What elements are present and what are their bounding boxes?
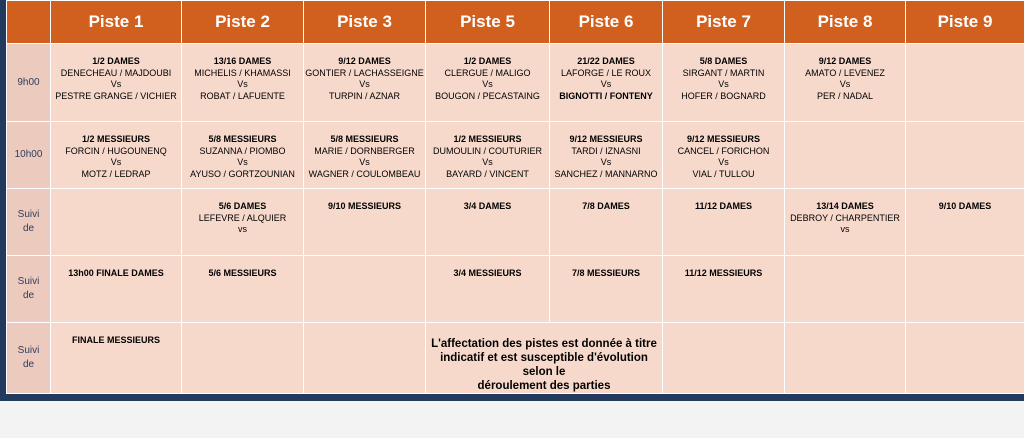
match-vs: Vs bbox=[237, 79, 248, 89]
note-line1: L'affectation des pistes est donnée à titre bbox=[431, 338, 657, 350]
match-cell bbox=[51, 323, 182, 394]
match-cell bbox=[663, 256, 785, 323]
match-team2: VIAL / TULLOU bbox=[692, 168, 755, 179]
match-team2: WAGNER / COULOMBEAU bbox=[308, 168, 421, 179]
match-cell bbox=[182, 44, 304, 122]
match-team1: GONTIER / LACHASSEIGNE bbox=[305, 67, 424, 78]
row-suivi-1 bbox=[7, 189, 1024, 256]
match-title: 21/22 DAMES bbox=[577, 56, 635, 66]
match-team2: PESTRE GRANGE / VICHIER bbox=[55, 90, 177, 101]
match-cell bbox=[304, 44, 426, 122]
match-cell bbox=[785, 189, 906, 256]
match-vs: Vs bbox=[839, 79, 851, 89]
match-cell bbox=[182, 122, 304, 189]
match-vs: vs bbox=[238, 224, 247, 234]
match-title: 7/8 DAMES bbox=[582, 201, 630, 211]
match-title: 9/10 DAMES bbox=[938, 201, 992, 211]
match-title: 5/8 MESSIEURS bbox=[330, 134, 399, 144]
match-team2: BOUGON / PECASTAING bbox=[435, 90, 540, 101]
match-title: 13/14 DAMES bbox=[816, 201, 874, 211]
empty-cell bbox=[906, 323, 1024, 394]
match-title: 5/8 MESSIEURS bbox=[208, 134, 277, 144]
match-cell bbox=[426, 189, 550, 256]
match-vs: Vs bbox=[718, 79, 729, 89]
match-vs: Vs bbox=[718, 157, 729, 167]
match-title: 11/12 MESSIEURS bbox=[684, 268, 763, 278]
match-team2: ROBAT / LAFUENTE bbox=[200, 90, 285, 101]
followup-label-line1: Suivi bbox=[17, 345, 40, 356]
header-piste-2: Piste 2 bbox=[182, 1, 304, 44]
match-team2: PER / NADAL bbox=[816, 90, 874, 101]
match-cell bbox=[663, 122, 785, 189]
match-cell bbox=[51, 256, 182, 323]
empty-cell bbox=[663, 323, 785, 394]
match-team2: HOFER / BOGNARD bbox=[681, 90, 766, 101]
match-title: 11/12 DAMES bbox=[694, 201, 753, 211]
match-title: 3/4 MESSIEURS bbox=[453, 268, 522, 278]
match-title: 1/2 DAMES bbox=[463, 56, 512, 66]
match-title: 1/2 MESSIEURS bbox=[453, 134, 522, 144]
match-title: 9/10 MESSIEURS bbox=[327, 201, 402, 211]
match-team1: MARIE / DORNBERGER bbox=[314, 145, 415, 156]
match-cell bbox=[304, 122, 426, 189]
match-team1: DUMOULIN / COUTURIER bbox=[432, 145, 542, 156]
match-vs: Vs bbox=[359, 79, 370, 89]
note-line2: indicatif et est susceptible d'évolution selon le bbox=[440, 352, 648, 378]
match-title: 9/12 DAMES bbox=[338, 56, 391, 66]
match-team1: CANCEL / FORICHON bbox=[677, 145, 770, 156]
match-title: 1/2 DAMES bbox=[92, 56, 140, 66]
match-team1: LEFEVRE / ALQUIER bbox=[198, 212, 287, 223]
note-line3: déroulement des parties bbox=[477, 380, 611, 392]
header-piste-3: Piste 3 bbox=[304, 1, 426, 44]
match-team1: CLERGUE / MALIGO bbox=[444, 67, 531, 78]
match-cell bbox=[550, 122, 663, 189]
match-title: 9/12 MESSIEURS bbox=[569, 134, 643, 144]
match-vs: Vs bbox=[237, 157, 248, 167]
header-corner bbox=[7, 1, 51, 44]
header-piste-9: Piste 9 bbox=[906, 1, 1024, 44]
followup-label-line2: de bbox=[22, 359, 35, 370]
match-team1: DENECHEAU / MAJDOUBI bbox=[60, 67, 172, 78]
match-team1: AMATO / LEVENEZ bbox=[805, 67, 885, 78]
match-title: 5/8 DAMES bbox=[699, 56, 748, 66]
match-cell bbox=[182, 256, 304, 323]
match-cell bbox=[906, 189, 1024, 256]
followup-label bbox=[7, 323, 51, 394]
match-team2: BIGNOTTI / FONTENY bbox=[559, 90, 653, 101]
row-suivi-3 bbox=[7, 323, 1024, 394]
match-cell bbox=[663, 189, 785, 256]
followup-label bbox=[7, 189, 51, 256]
match-title: 9/12 DAMES bbox=[818, 56, 872, 66]
match-cell bbox=[304, 189, 426, 256]
match-vs: Vs bbox=[600, 157, 612, 167]
match-cell bbox=[182, 189, 304, 256]
followup-label-line2: de bbox=[22, 223, 35, 234]
followup-label-line1: Suivi bbox=[17, 209, 40, 220]
time-label: 10h00 bbox=[7, 122, 51, 189]
header-piste-7: Piste 7 bbox=[663, 1, 785, 44]
empty-cell bbox=[906, 44, 1024, 122]
match-team1: MICHELIS / KHAMASSI bbox=[194, 67, 291, 78]
match-cell bbox=[51, 122, 182, 189]
match-cell bbox=[426, 256, 550, 323]
match-vs: Vs bbox=[600, 79, 612, 89]
match-cell bbox=[785, 44, 906, 122]
match-title: 1/2 MESSIEURS bbox=[81, 134, 151, 144]
empty-cell bbox=[304, 323, 426, 394]
match-title: FINALE MESSIEURS bbox=[71, 335, 160, 345]
row-9h00 bbox=[7, 44, 1024, 122]
time-label: 9h00 bbox=[7, 44, 51, 122]
match-team1: SUZANNA / PIOMBO bbox=[199, 145, 286, 156]
match-cell bbox=[550, 44, 663, 122]
match-team2: TURPIN / AZNAR bbox=[328, 90, 400, 101]
followup-label-line2: de bbox=[22, 290, 35, 301]
match-team1: TARDI / IZNASNI bbox=[571, 145, 641, 156]
header-piste-5: Piste 5 bbox=[426, 1, 550, 44]
match-title: 3/4 DAMES bbox=[463, 201, 512, 211]
match-team1: DEBROY / CHARPENTIER bbox=[790, 212, 900, 223]
empty-cell bbox=[785, 323, 906, 394]
match-cell bbox=[426, 44, 550, 122]
empty-cell bbox=[785, 122, 906, 189]
match-vs: Vs bbox=[110, 79, 122, 89]
empty-cell bbox=[906, 122, 1024, 189]
match-title: 13/16 DAMES bbox=[213, 56, 272, 66]
match-team2: MOTZ / LEDRAP bbox=[81, 168, 151, 179]
schedule-table bbox=[6, 0, 1024, 394]
empty-cell bbox=[304, 256, 426, 323]
header-piste-8: Piste 8 bbox=[785, 1, 906, 44]
match-cell bbox=[426, 122, 550, 189]
assignment-note bbox=[426, 323, 663, 394]
empty-cell bbox=[906, 256, 1024, 323]
row-10h00 bbox=[7, 122, 1024, 189]
match-vs: Vs bbox=[359, 157, 370, 167]
match-team2: AYUSO / GORTZOUNIAN bbox=[190, 168, 295, 179]
match-vs: vs bbox=[840, 224, 850, 234]
empty-cell bbox=[182, 323, 304, 394]
followup-label-line1: Suivi bbox=[17, 276, 40, 287]
match-title: 5/6 MESSIEURS bbox=[208, 268, 277, 278]
header-piste-1: Piste 1 bbox=[51, 1, 182, 44]
empty-cell bbox=[785, 256, 906, 323]
match-team2: BAYARD / VINCENT bbox=[446, 168, 529, 179]
header-piste-6: Piste 6 bbox=[550, 1, 663, 44]
match-cell bbox=[550, 256, 663, 323]
match-cell bbox=[51, 44, 182, 122]
match-vs: Vs bbox=[482, 157, 493, 167]
bottom-bar bbox=[0, 401, 1024, 438]
empty-cell bbox=[51, 189, 182, 256]
match-title: 13h00 FINALE DAMES bbox=[68, 268, 164, 278]
row-suivi-2 bbox=[7, 256, 1024, 323]
match-vs: Vs bbox=[110, 157, 122, 167]
header-row bbox=[7, 1, 1024, 44]
match-team2: SANCHEZ / MANNARNO bbox=[554, 168, 658, 179]
match-cell bbox=[663, 44, 785, 122]
match-team1: LAFORGE / LE ROUX bbox=[560, 67, 652, 78]
match-cell bbox=[550, 189, 663, 256]
match-title: 9/12 MESSIEURS bbox=[686, 134, 761, 144]
match-team1: SIRGANT / MARTIN bbox=[682, 67, 765, 78]
followup-label bbox=[7, 256, 51, 323]
match-team1: FORCIN / HUGOUNENQ bbox=[65, 145, 167, 156]
match-title: 7/8 MESSIEURS bbox=[571, 268, 641, 278]
match-vs: Vs bbox=[482, 79, 493, 89]
match-title: 5/6 DAMES bbox=[218, 201, 267, 211]
